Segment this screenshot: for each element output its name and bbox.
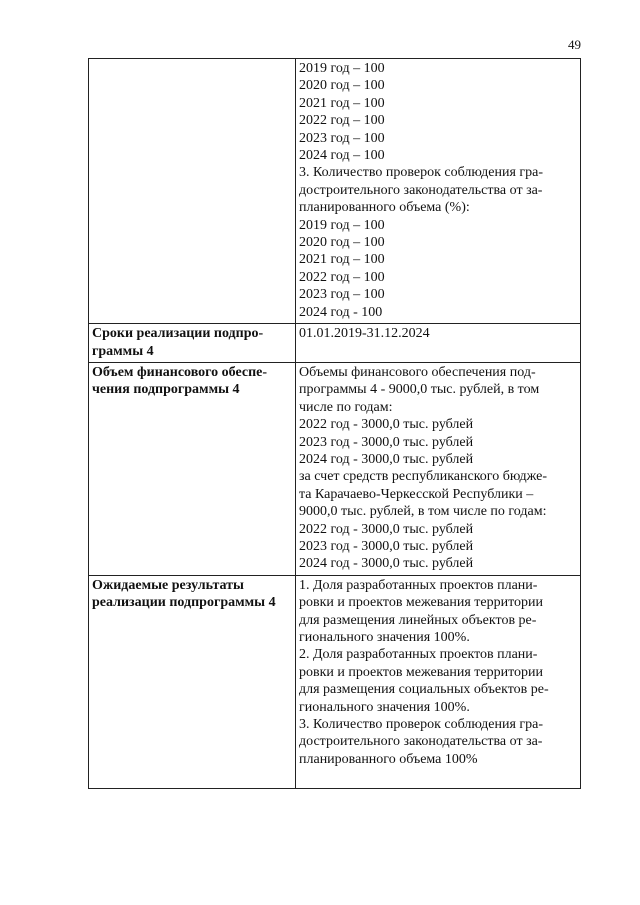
cell-line: та Карачаево-Черкесской Республики –	[299, 486, 534, 502]
cell-line: 2023 год - 3000,0 тыс. рублей	[299, 538, 474, 554]
cell-line: 2024 год - 3000,0 тыс. рублей	[299, 556, 474, 572]
label-line: чения подпрограммы 4	[92, 382, 240, 398]
cell-line: 2020 год – 100	[299, 235, 385, 251]
cell-line: 2022 год - 3000,0 тыс. рублей	[299, 417, 474, 433]
table-row	[89, 575, 581, 788]
passport-table	[88, 58, 581, 789]
page-number: 49	[568, 37, 581, 52]
table-row	[89, 324, 581, 363]
timeline-cell	[296, 324, 581, 363]
cell-line: 2021 год – 100	[299, 95, 385, 111]
cell-line: 2022 год – 100	[299, 113, 385, 129]
cell-line: гионального значения 100%.	[299, 630, 470, 645]
cell-line: достроительного законодательства от за-	[299, 734, 543, 750]
cell-line: достроительного законодательства от за-	[299, 182, 543, 198]
cell-line: за счет средств республиканского бюдже-	[299, 469, 548, 485]
cell-line: 2019 год – 100	[299, 217, 385, 233]
cell-line: 2020 год – 100	[299, 78, 385, 94]
cell-line: ровки и проектов межевания территории	[299, 664, 544, 680]
targets-cell	[296, 59, 581, 324]
cell-line: планированного объема 100%	[299, 751, 478, 767]
row-label-empty	[89, 59, 296, 324]
cell-line: для размещения социальных объектов ре-	[299, 682, 549, 698]
cell-line: 1. Доля разработанных проектов плани-	[299, 577, 538, 593]
cell-line: гионального значения 100%.	[299, 699, 470, 715]
cell-line: 2022 год - 3000,0 тыс. рублей	[299, 521, 474, 537]
cell-line: Объемы финансового обеспечения под-	[299, 364, 536, 380]
cell-line: 2022 год – 100	[299, 269, 385, 285]
cell-line: 9000,0 тыс. рублей, в том числе по годам:	[299, 504, 547, 520]
row-label-results	[89, 575, 296, 788]
cell-line: 2024 год - 100	[299, 304, 383, 320]
cell-line: планированного объема (%):	[299, 200, 470, 216]
label-line: Ожидаемые результаты	[92, 577, 244, 593]
label-line: граммы 4	[92, 343, 154, 359]
cell-line: 3. Количество проверок соблюдения гра-	[299, 165, 544, 181]
cell-line: 2024 год – 100	[299, 148, 385, 164]
cell-line: ровки и проектов межевания территории	[299, 595, 544, 611]
label-line: Объем финансового обеспе-	[92, 364, 268, 380]
results-cell	[296, 575, 581, 788]
cell-line: 01.01.2019-31.12.2024	[299, 326, 430, 342]
table-row	[89, 362, 581, 575]
cell-line: 2023 год – 100	[299, 287, 385, 303]
label-line: Сроки реализации подпро-	[92, 326, 264, 342]
cell-line: 2. Доля разработанных проектов плани-	[299, 647, 538, 663]
cell-line: программы 4 - 9000,0 тыс. рублей, в том	[299, 382, 540, 398]
cell-line: 2023 год – 100	[299, 130, 385, 146]
label-line: реализации подпрограммы 4	[92, 595, 276, 611]
cell-line: для размещения линейных объектов ре-	[299, 612, 537, 628]
cell-line: 3. Количество проверок соблюдения гра-	[299, 717, 544, 733]
row-label-timeline	[89, 324, 296, 363]
cell-line: 2024 год - 3000,0 тыс. рублей	[299, 451, 474, 467]
row-label-funding	[89, 362, 296, 575]
cell-line: 2023 год - 3000,0 тыс. рублей	[299, 434, 474, 450]
cell-line: числе по годам:	[299, 399, 393, 415]
funding-cell	[296, 362, 581, 575]
table-row	[89, 59, 581, 324]
cell-line: 2019 год – 100	[299, 61, 385, 76]
cell-line: 2021 год – 100	[299, 252, 385, 268]
